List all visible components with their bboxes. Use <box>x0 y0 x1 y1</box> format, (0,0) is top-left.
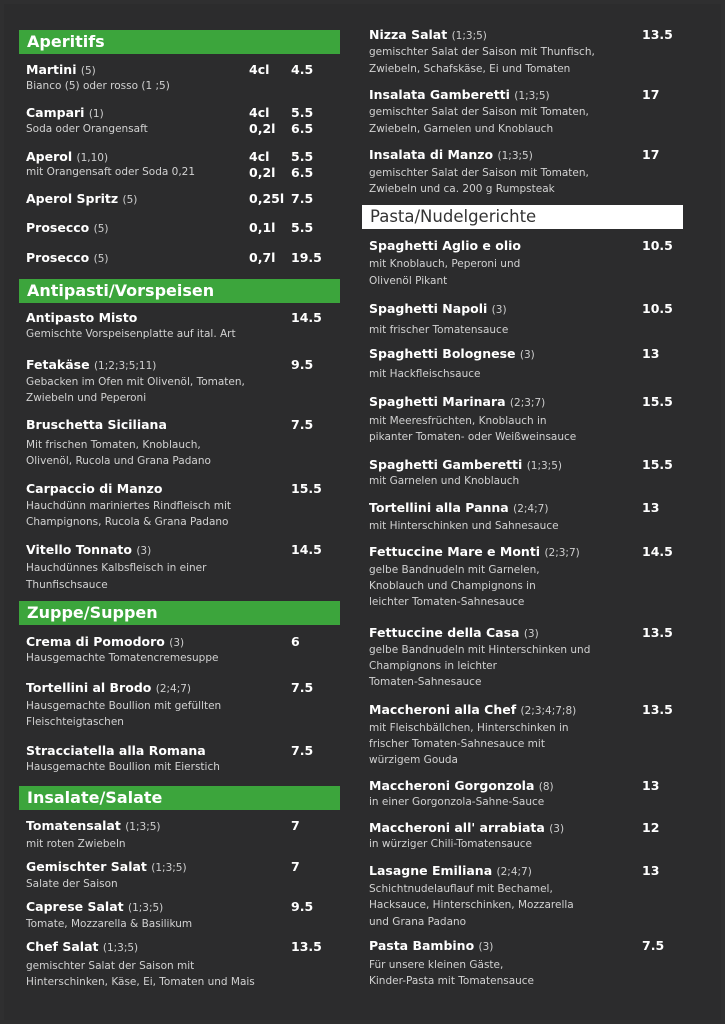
menu-item-name <box>26 417 167 433</box>
dish-description: und Grana Padano <box>369 916 467 928</box>
allergen-codes: (1,10) <box>76 152 109 164</box>
price: 13 <box>642 500 660 515</box>
dish-description: Hausgemachte Boullion mit gefüllten <box>26 700 222 712</box>
dish-description: Hacksauce, Hinterschinken, Mozzarella <box>369 899 574 911</box>
dish-name: Tomatensalat <box>26 818 121 833</box>
dish-description: Knoblauch und Champignons in <box>369 580 536 592</box>
dish-description: Soda oder Orangensaft <box>26 123 148 135</box>
dish-description: mit frischer Tomatensauce <box>369 324 509 336</box>
dish-description: Gebacken im Ofen mit Olivenöl, Tomaten, <box>26 376 245 388</box>
menu-item-name <box>26 939 138 956</box>
allergen-codes: (3) <box>136 545 152 557</box>
dish-description: Hinterschinken, Käse, Ei, Tomaten und Mais <box>26 976 255 988</box>
allergen-codes: (3) <box>523 628 539 640</box>
menu-item-name <box>369 346 535 363</box>
price: 15.5 <box>291 481 322 496</box>
dish-description: Champignons, Rucola & Grana Padano <box>26 516 229 528</box>
dish-description: mit Orangensaft oder Soda 0,21 <box>26 166 196 178</box>
dish-name: Crema di Pomodoro <box>26 634 165 649</box>
dish-name: Gemischter Salat <box>26 859 147 874</box>
section-header: Antipasti/Vorspeisen <box>19 279 340 303</box>
menu-item-name <box>26 899 163 916</box>
price: 5.5 <box>291 105 314 120</box>
dish-name: Stracciatella alla Romana <box>26 743 206 758</box>
section-header: Insalate/Salate <box>19 786 340 810</box>
dish-description: Zwiebeln, Schafskäse, Ei und Tomaten <box>369 63 571 75</box>
menu-item-name <box>369 147 533 164</box>
dish-name: Vitello Tonnato <box>26 542 132 557</box>
allergen-codes: (3) <box>491 304 507 316</box>
dish-description: Hausgemachte Tomatencremesuppe <box>26 652 219 664</box>
dish-name: Campari <box>26 105 85 120</box>
dish-description: würzigem Gouda <box>369 754 458 766</box>
price: 7.5 <box>291 191 314 206</box>
dish-description: Champignons in leichter <box>369 660 497 672</box>
allergen-codes: (1;3;5) <box>151 862 187 874</box>
allergen-codes: (3) <box>478 941 494 953</box>
price: 7.5 <box>291 417 314 432</box>
price: 9.5 <box>291 357 314 372</box>
price: 5.5 <box>291 149 314 164</box>
dish-name: Fetakäse <box>26 357 90 372</box>
dish-description: gemischter Salat der Saison mit Thunfisch, <box>369 46 595 58</box>
dish-name: Lasagne Emiliana <box>369 863 493 878</box>
menu-item-name <box>369 238 521 254</box>
price: 7.5 <box>642 938 665 953</box>
price: 10.5 <box>642 238 673 253</box>
price: 13 <box>642 346 660 361</box>
allergen-codes: (1;3;5) <box>514 90 550 102</box>
allergen-codes: (3) <box>169 637 185 649</box>
price: 9.5 <box>291 899 314 914</box>
price: 7.5 <box>291 680 314 695</box>
dish-description: mit Hinterschinken und Sahnesauce <box>369 520 559 532</box>
dish-description: Hausgemachte Boullion mit Eierstich <box>26 761 220 773</box>
dish-description: mit roten Zwiebeln <box>26 838 126 850</box>
dish-name: Antipasto Misto <box>26 310 138 325</box>
price: 17 <box>642 87 660 102</box>
dish-description: leichter Tomaten-Sahnesauce <box>369 596 525 608</box>
allergen-codes: (8) <box>538 781 554 793</box>
dish-description: mit Fleischbällchen, Hinterschinken in <box>369 722 569 734</box>
dish-description: Kinder-Pasta mit Tomatensauce <box>369 975 535 987</box>
allergen-codes: (5) <box>122 194 138 206</box>
allergen-codes: (2;4;7) <box>513 503 549 515</box>
menu-item-name <box>26 310 137 326</box>
menu-item-name <box>369 301 507 318</box>
dish-description: mit Hackfleischsauce <box>369 368 481 380</box>
allergen-codes: (5) <box>93 253 109 265</box>
allergen-codes: (3) <box>549 823 565 835</box>
dish-name: Insalata di Manzo <box>369 147 494 162</box>
menu-item-name <box>26 818 161 835</box>
menu-item-name <box>369 702 576 719</box>
dish-description: pikanter Tomaten- oder Weißweinsauce <box>369 431 577 443</box>
dish-description: in würziger Chili-Tomatensauce <box>369 838 532 850</box>
serving-size: 0,2l <box>249 121 276 136</box>
dish-name: Nizza Salat <box>369 27 448 42</box>
allergen-codes: (1;3;5) <box>526 460 562 472</box>
dish-name: Spaghetti Bolognese <box>369 346 516 361</box>
dish-name: Fettuccine della Casa <box>369 625 520 640</box>
price: 6.5 <box>291 165 314 180</box>
dish-description: Zwiebeln und Peperoni <box>26 392 147 404</box>
serving-size: 4cl <box>249 149 270 164</box>
menu-item-name <box>26 105 104 122</box>
price: 7 <box>291 859 300 874</box>
dish-description: Tomaten-Sahnesauce <box>369 676 482 688</box>
dish-name: Fettuccine Mare e Monti <box>369 544 541 559</box>
dish-description: gelbe Bandnudeln mit Hinterschinken und <box>369 644 591 656</box>
price: 17 <box>642 147 660 162</box>
price: 14.5 <box>642 544 673 559</box>
price: 13.5 <box>291 939 322 954</box>
allergen-codes: (2;3;7) <box>509 397 546 409</box>
dish-name: Aperol Spritz <box>26 191 119 206</box>
menu-item-name <box>369 394 545 411</box>
price: 6 <box>291 634 300 649</box>
menu-item-name <box>369 87 550 104</box>
dish-description: Olivenöl Pikant <box>369 275 448 287</box>
dish-name: Tortellini alla Panna <box>369 500 509 515</box>
allergen-codes: (2;3;7) <box>544 547 580 559</box>
dish-description: gemischter Salat der Saison mit Tomaten, <box>369 167 589 179</box>
dish-name: Tortellini al Brodo <box>26 680 152 695</box>
menu-item-name <box>369 27 487 44</box>
allergen-codes: (2;4;7) <box>155 683 192 695</box>
menu-item-name <box>369 863 532 880</box>
price: 13 <box>642 863 660 878</box>
dish-description: Thunfischsauce <box>26 579 108 591</box>
menu-item-name <box>26 220 108 237</box>
menu-item-name <box>369 820 564 837</box>
dish-description: Bianco (5) oder rosso (1 ;5) <box>26 80 170 92</box>
dish-description: Für unsere kleinen Gäste, <box>369 959 504 971</box>
dish-name: Maccheroni alla Chef <box>369 702 517 717</box>
dish-name: Chef Salat <box>26 939 99 954</box>
allergen-codes: (1) <box>88 108 104 120</box>
dish-description: Zwiebeln, Garnelen und Knoblauch <box>369 123 554 135</box>
dish-name: Prosecco <box>26 220 90 235</box>
dish-name: Maccheroni all' arrabiata <box>369 820 545 835</box>
dish-description: Fleischteigtaschen <box>26 716 124 728</box>
dish-description: mit Knoblauch, Peperoni und <box>369 258 521 270</box>
price: 10.5 <box>642 301 673 316</box>
dish-name: Spaghetti Aglio e olio <box>369 238 522 253</box>
menu-item-name <box>369 457 562 474</box>
allergen-codes: (5) <box>93 223 109 235</box>
serving-size: 0,2l <box>249 165 276 180</box>
price: 4.5 <box>291 62 314 77</box>
menu-item-name <box>26 357 156 374</box>
price: 5.5 <box>291 220 314 235</box>
dish-name: Pasta Bambino <box>369 938 475 953</box>
allergen-codes: (1;2;3;5;11) <box>93 360 157 372</box>
price: 19.5 <box>291 250 322 265</box>
section-header: Aperitifs <box>19 30 340 54</box>
price: 6.5 <box>291 121 314 136</box>
price: 13.5 <box>642 702 673 717</box>
allergen-codes: (1;3;5) <box>127 902 164 914</box>
dish-description: Mit frischen Tomaten, Knoblauch, <box>26 439 201 451</box>
allergen-codes: (1;3;5) <box>497 150 533 162</box>
menu-item-name <box>26 743 206 759</box>
menu-item-name <box>369 778 554 795</box>
serving-size: 0,25l <box>249 191 285 206</box>
section-header: Pasta/Nudelgerichte <box>362 205 683 229</box>
price: 13 <box>642 778 660 793</box>
price: 15.5 <box>642 394 673 409</box>
allergen-codes: (1;3;5) <box>125 821 161 833</box>
dish-description: in einer Gorgonzola-Sahne-Sauce <box>369 796 545 808</box>
dish-description: Hauchdünn mariniertes Rindfleisch mit <box>26 500 232 512</box>
allergen-codes: (2;3;4;7;8) <box>520 705 577 717</box>
dish-description: Gemischte Vorspeisenplatte auf ital. Art <box>26 328 236 340</box>
menu-item-name <box>26 680 191 697</box>
allergen-codes: (2;4;7) <box>496 866 532 878</box>
dish-description: frischer Tomaten-Sahnesauce mit <box>369 738 545 750</box>
section-header: Zuppe/Suppen <box>19 601 340 625</box>
price: 7 <box>291 818 300 833</box>
dish-name: Spaghetti Napoli <box>369 301 488 316</box>
serving-size: 0,1l <box>249 220 276 235</box>
menu-item-name <box>369 938 493 955</box>
price: 14.5 <box>291 310 322 325</box>
dish-name: Bruschetta Siciliana <box>26 417 167 432</box>
dish-name: Carpaccio di Manzo <box>26 481 163 496</box>
dish-description: gemischter Salat der Saison mit Tomaten, <box>369 106 589 118</box>
dish-name: Spaghetti Gamberetti <box>369 457 523 472</box>
dish-name: Spaghetti Marinara <box>369 394 506 409</box>
dish-name: Aperol <box>26 149 73 164</box>
price: 14.5 <box>291 542 322 557</box>
dish-description: mit Garnelen und Knoblauch <box>369 475 520 487</box>
serving-size: 4cl <box>249 62 270 77</box>
dish-name: Caprese Salat <box>26 899 124 914</box>
menu-item-name <box>26 859 187 876</box>
dish-description: Salate der Saison <box>26 878 118 890</box>
dish-description: Hauchdünnes Kalbsfleisch in einer <box>26 562 207 574</box>
menu-item-name <box>26 191 137 208</box>
menu-item-name <box>369 625 539 642</box>
dish-description: mit Meeresfrüchten, Knoblauch in <box>369 415 547 427</box>
allergen-codes: (3) <box>519 349 535 361</box>
dish-description: Tomate, Mozzarella & Basilikum <box>26 918 193 930</box>
allergen-codes: (1;3;5) <box>102 942 139 954</box>
dish-description: gelbe Bandnudeln mit Garnelen, <box>369 564 540 576</box>
dish-description: gemischter Salat der Saison mit <box>26 960 195 972</box>
dish-name: Martini <box>26 62 77 77</box>
price: 13.5 <box>642 27 673 42</box>
allergen-codes: (1;3;5) <box>451 30 487 42</box>
dish-name: Prosecco <box>26 250 90 265</box>
allergen-codes: (5) <box>80 65 96 77</box>
price: 15.5 <box>642 457 673 472</box>
menu-item-name <box>369 544 580 561</box>
dish-description: Olivenöl, Rucola und Grana Padano <box>26 455 211 467</box>
dish-name: Maccheroni Gorgonzola <box>369 778 535 793</box>
menu-item-name <box>26 62 96 79</box>
menu-item-name <box>26 481 162 497</box>
menu-item-name <box>369 500 548 517</box>
dish-name: Insalata Gamberetti <box>369 87 510 102</box>
price: 12 <box>642 820 660 835</box>
menu-item-name <box>26 542 151 559</box>
price: 7.5 <box>291 743 314 758</box>
serving-size: 0,7l <box>249 250 276 265</box>
price: 13.5 <box>642 625 673 640</box>
menu-item-name <box>26 250 108 267</box>
menu-item-name <box>26 634 184 651</box>
serving-size: 4cl <box>249 105 270 120</box>
dish-description: Schichtnudelauflauf mit Bechamel, <box>369 883 553 895</box>
dish-description: Zwiebeln und ca. 200 g Rumpsteak <box>369 183 555 195</box>
